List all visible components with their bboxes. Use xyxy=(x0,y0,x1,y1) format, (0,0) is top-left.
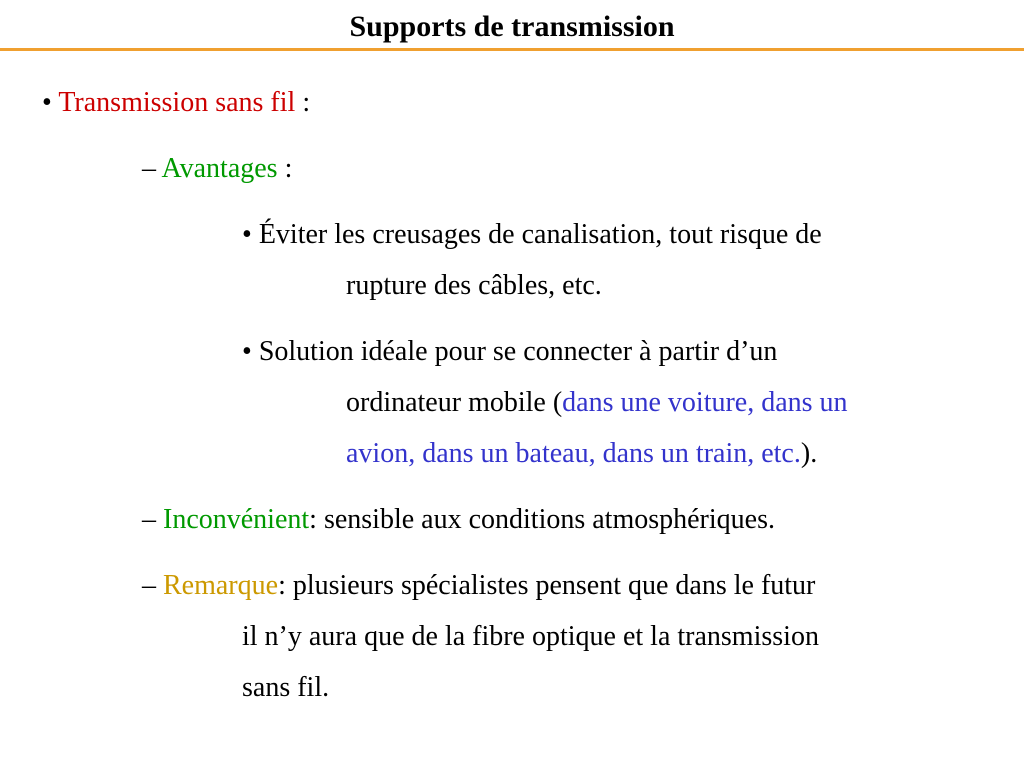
remarque-line3: sans fil. xyxy=(242,672,330,703)
avantage-item-2-line2 xyxy=(346,386,848,420)
label-avantages: Avantages xyxy=(161,153,278,184)
avantage-item-2-text: Solution idéale pour se connecter à partir d’un xyxy=(258,336,778,367)
dash-marker: – xyxy=(142,504,156,535)
avantage-item-2-prefix: ordinateur mobile ( xyxy=(346,387,563,418)
remarque-line2: il n’y aura que de la fibre optique et la transmission xyxy=(242,621,819,652)
subheading-avantages xyxy=(142,152,292,186)
heading-transmission-sans-fil: Transmission sans fil xyxy=(58,87,296,118)
avantage-item-2-highlight-b: avion, dans un bateau, dans un train, etc. xyxy=(346,438,801,469)
avantage-item-2-line3 xyxy=(346,437,817,471)
avantage-item-1-line2: rupture des câbles, etc. xyxy=(346,270,602,301)
inconvenient-text: : sensible aux conditions atmosphériques. xyxy=(309,504,775,535)
label-suffix: : xyxy=(277,153,293,184)
bullet-marker: • xyxy=(42,87,52,118)
avantage-item-2-line1 xyxy=(242,335,777,369)
bullet-marker: • xyxy=(242,336,252,367)
avantage-item-2-suffix: ). xyxy=(800,438,818,469)
label-inconvenient: Inconvénient xyxy=(163,504,310,535)
avantage-item-1-line1 xyxy=(242,218,822,252)
subheading-inconvenient xyxy=(142,503,775,537)
heading-suffix: : xyxy=(295,87,311,118)
bullet-marker: • xyxy=(242,219,252,250)
subheading-remarque xyxy=(142,569,815,603)
avantage-item-2-highlight-a: dans une voiture, dans un xyxy=(562,387,848,418)
slide-title: Supports de transmission xyxy=(349,10,675,43)
dash-marker: – xyxy=(142,570,156,601)
bullet-transmission-sans-fil xyxy=(42,86,310,120)
remarque-line1: : plusieurs spécialistes pensent que dans le futur xyxy=(278,570,816,601)
title-divider xyxy=(0,48,1024,51)
dash-marker: – xyxy=(142,153,156,184)
avantage-item-1-text: Éviter les creusages de canalisation, tout risque de xyxy=(258,219,822,250)
label-remarque: Remarque xyxy=(163,570,279,601)
